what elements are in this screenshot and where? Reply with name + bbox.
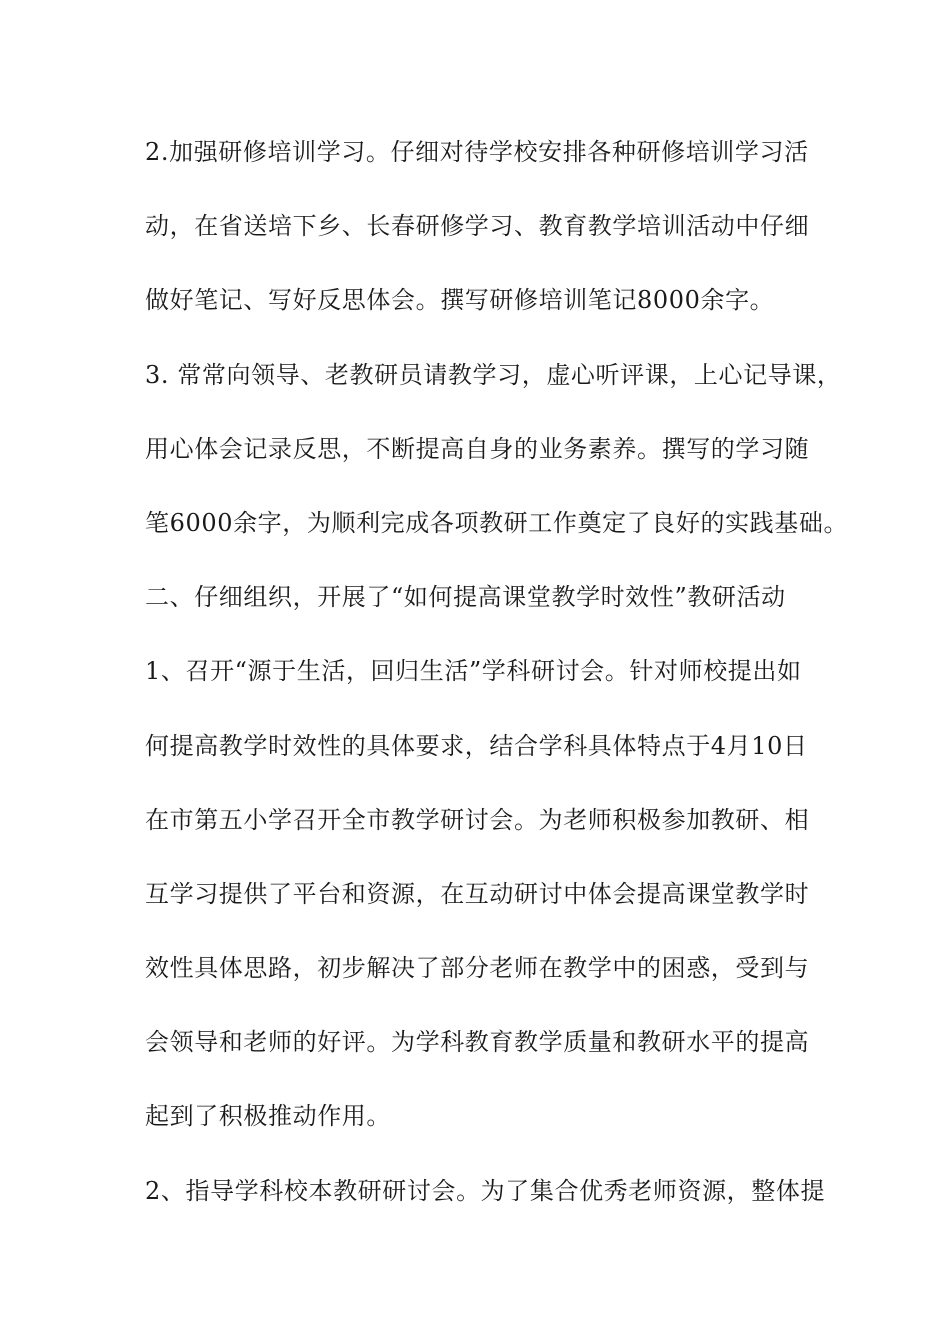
text-line-9: 何提高教学时效性的具体要求，结合学科具体特点于4月10日 bbox=[145, 731, 808, 760]
text-line-4: 3. 常常向领导、老教研员请教学习，虚心听评课，上心记导课， bbox=[145, 360, 842, 389]
text-line-5: 用心体会记录反思，不断提高自身的业务素养。撰写的学习随 bbox=[145, 434, 810, 463]
text-line-10: 在市第五小学召开全市教学研讨会。为老师积极参加教研、相 bbox=[145, 805, 810, 834]
text-line-8: 1、召开“源于生活，回归生活”学科研讨会。针对师校提出如 bbox=[145, 657, 802, 686]
section-heading: 二、仔细组织，开展了“如何提高课堂教学时效性”教研活动 bbox=[145, 583, 786, 612]
text-line-14: 起到了积极推动作用。 bbox=[145, 1102, 391, 1131]
text-line-2: 动，在省送培下乡、长春研修学习、教育教学培训活动中仔细 bbox=[145, 212, 810, 241]
text-line-11: 互学习提供了平台和资源，在互动研讨中体会提高课堂教学时 bbox=[145, 879, 810, 908]
body-text bbox=[145, 128, 849, 1241]
text-line-1: 2.加强研修培训学习。仔细对待学校安排各种研修培训学习活 bbox=[145, 138, 809, 166]
text-line-6: 笔6000余字，为顺利完成各项教研工作奠定了良好的实践基础。 bbox=[145, 508, 849, 537]
text-line-13: 会领导和老师的好评。为学科教育教学质量和教研水平的提高 bbox=[145, 1028, 810, 1057]
text-line-3: 做好笔记、写好反思体会。撰写研修培训笔记8000余字。 bbox=[145, 286, 775, 315]
text-line-12: 效性具体思路，初步解决了部分老师在教学中的困惑，受到与 bbox=[145, 954, 810, 983]
text-line-15: 2、指导学科校本教研研讨会。为了集合优秀老师资源，整体提 bbox=[145, 1176, 826, 1205]
